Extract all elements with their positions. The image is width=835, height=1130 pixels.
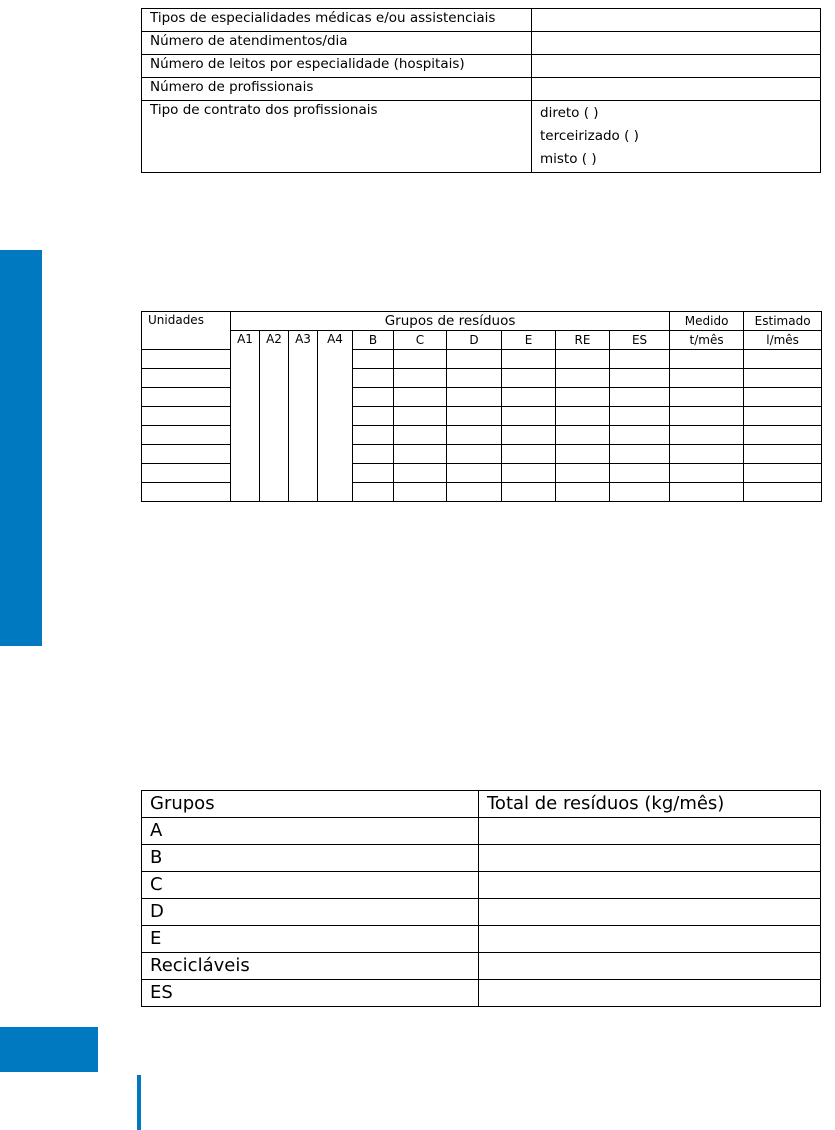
total-cell[interactable] [479,818,821,845]
total-cell[interactable] [479,926,821,953]
table-row [142,791,821,818]
option-terceirizado[interactable]: terceirizado ( ) [540,128,639,144]
medido-header: Medido [670,312,744,331]
table-row [142,32,821,55]
facility-info-table [141,8,821,173]
table-cell[interactable] [532,78,821,101]
group-label: A [142,818,479,845]
total-cell[interactable] [479,845,821,872]
grupos-column-header: Grupos [142,791,479,818]
table-row [142,55,821,78]
unidades-header: Unidades [142,312,231,350]
estimado-unit: l/mês [744,331,822,350]
option-direto[interactable]: direto ( ) [540,105,599,121]
option-misto[interactable]: misto ( ) [540,151,597,167]
table-row [142,78,821,101]
table-cell: Número de profissionais [142,78,532,101]
table-row [142,818,821,845]
bottom-accent-line [137,1075,141,1130]
group-label: Recicláveis [142,953,479,980]
group-label: D [142,899,479,926]
table-row [142,872,821,899]
table-row [142,101,821,173]
col-header-d: D [447,331,502,350]
col-header-a2: A2 [260,331,289,502]
group-label: ES [142,980,479,1007]
contract-type-label: Tipo de contrato dos profissionais [142,101,532,173]
table-row [142,926,821,953]
table-cell[interactable] [532,32,821,55]
col-header-a3: A3 [289,331,318,502]
col-header-a1: A1 [231,331,260,502]
grupos-header: Grupos de resíduos [231,312,670,331]
table-row [142,331,822,350]
col-header-es: ES [610,331,670,350]
col-header-a4: A4 [318,331,353,502]
side-accent-block [0,1027,98,1072]
col-header-re: RE [556,331,610,350]
table-cell: Número de leitos por especialidade (hospitais) [142,55,532,78]
table-row [142,845,821,872]
table-row [142,899,821,926]
table-row [142,953,821,980]
side-accent-bar [0,250,42,646]
col-header-b: B [353,331,394,350]
waste-totals-table [141,790,821,1007]
table-cell: Número de atendimentos/dia [142,32,532,55]
table-row [142,980,821,1007]
contract-options [532,101,821,173]
group-label: E [142,926,479,953]
estimado-header: Estimado [744,312,822,331]
table-row [142,9,821,32]
table-cell[interactable] [532,9,821,32]
group-label: C [142,872,479,899]
total-column-header: Total de resíduos (kg/mês) [479,791,821,818]
group-label: B [142,845,479,872]
total-cell[interactable] [479,899,821,926]
total-cell[interactable] [479,953,821,980]
total-cell[interactable] [479,872,821,899]
col-header-c: C [394,331,447,350]
table-cell: Tipos de especialidades médicas e/ou assistenciais [142,9,532,32]
table-row [142,312,822,331]
total-cell[interactable] [479,980,821,1007]
waste-groups-table [141,311,822,502]
col-header-e: E [502,331,556,350]
table-cell[interactable] [532,55,821,78]
medido-unit: t/mês [670,331,744,350]
